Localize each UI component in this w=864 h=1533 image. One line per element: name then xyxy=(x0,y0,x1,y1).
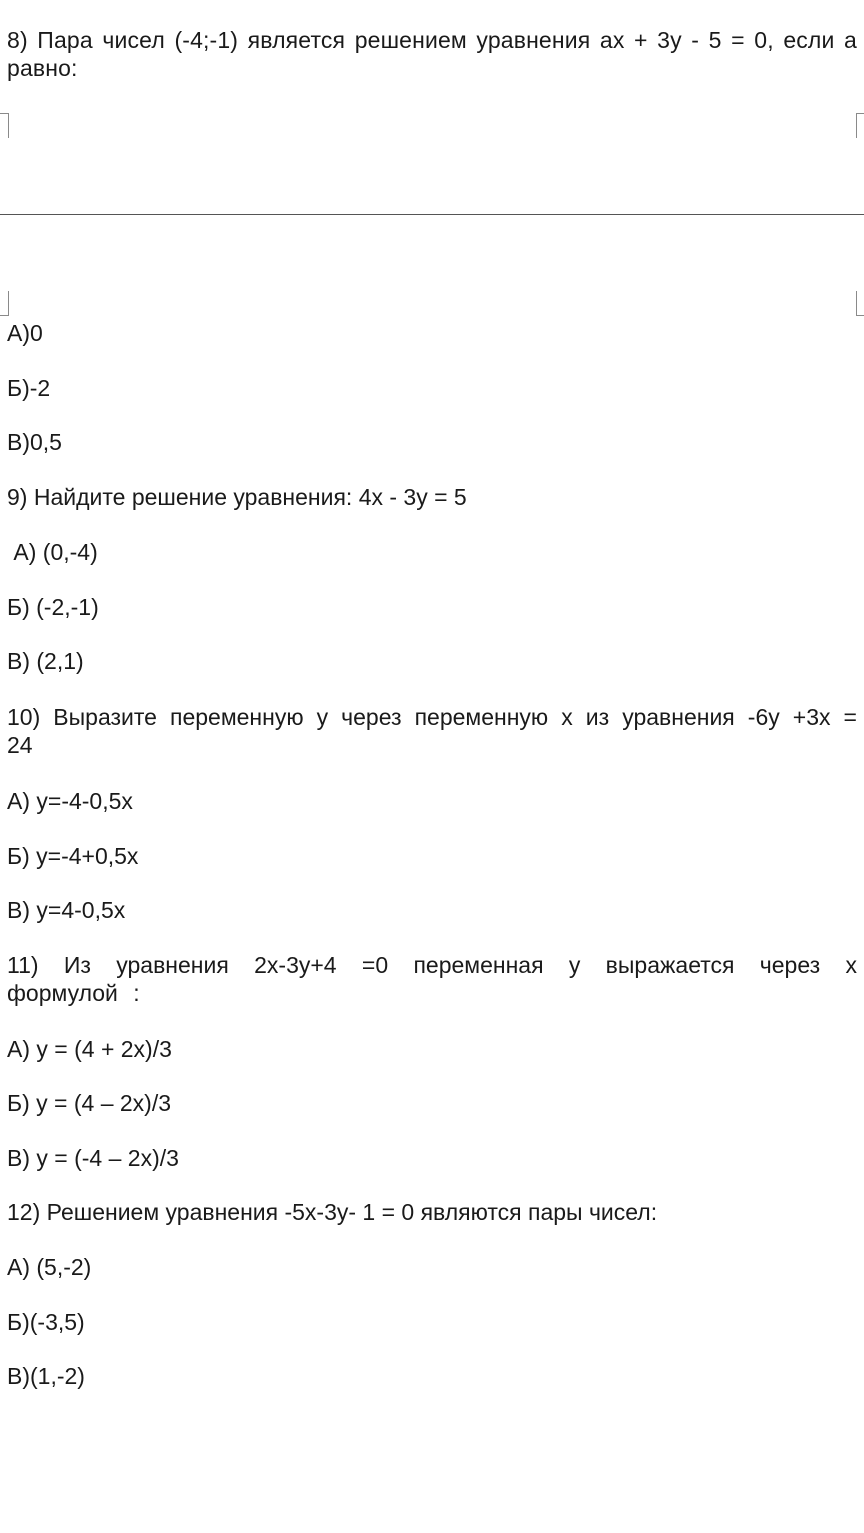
question-9-text: 9) Найдите решение уравнения: 4x - 3y = 5 xyxy=(7,484,467,510)
question-9-option-a: А) (0,-4) xyxy=(7,539,98,565)
question-12-text: 12) Решением уравнения -5x-3y- 1 = 0 являются пары чисел: xyxy=(7,1199,658,1225)
question-12-option-c: В)(1,-2) xyxy=(7,1363,85,1389)
question-10-option-a: А) y=-4-0,5x xyxy=(7,788,133,814)
question-10-option-c: В) y=4-0,5x xyxy=(7,897,126,923)
question-8-option-c: В)0,5 xyxy=(7,429,62,455)
question-11-option-b: Б) y = (4 – 2x)/3 xyxy=(7,1090,172,1116)
question-8-option-b: Б)-2 xyxy=(7,375,51,401)
question-9-option-b: Б) (-2,-1) xyxy=(7,594,99,620)
question-10-text: 10) Выразите переменную y через переменную x из уравнения -6y +3x = 24 xyxy=(7,704,857,758)
question-8-text: 8) Пара чисел (-4;-1) является решением уравнения ax + 3y - 5 = 0, если а равно: xyxy=(7,27,857,81)
question-8-option-a: А)0 xyxy=(7,320,43,346)
page-margin-mark xyxy=(0,291,9,316)
question-10-option-b: Б) y=-4+0,5x xyxy=(7,843,139,869)
question-11-option-a: А) y = (4 + 2x)/3 xyxy=(7,1036,172,1062)
page-margin-mark xyxy=(0,113,9,138)
question-9-option-c: В) (2,1) xyxy=(7,648,84,674)
question-11-option-c: В) y = (-4 – 2x)/3 xyxy=(7,1145,179,1171)
question-11-text: 11) Из уравнения 2x-3y+4 =0 переменная y выражается через x формулой : xyxy=(7,952,857,1006)
page-margin-mark xyxy=(856,291,864,316)
page-margin-mark xyxy=(856,113,864,138)
question-12-option-b: Б)(-3,5) xyxy=(7,1309,85,1335)
page-break-line xyxy=(0,214,864,215)
question-12-option-a: А) (5,-2) xyxy=(7,1254,92,1280)
